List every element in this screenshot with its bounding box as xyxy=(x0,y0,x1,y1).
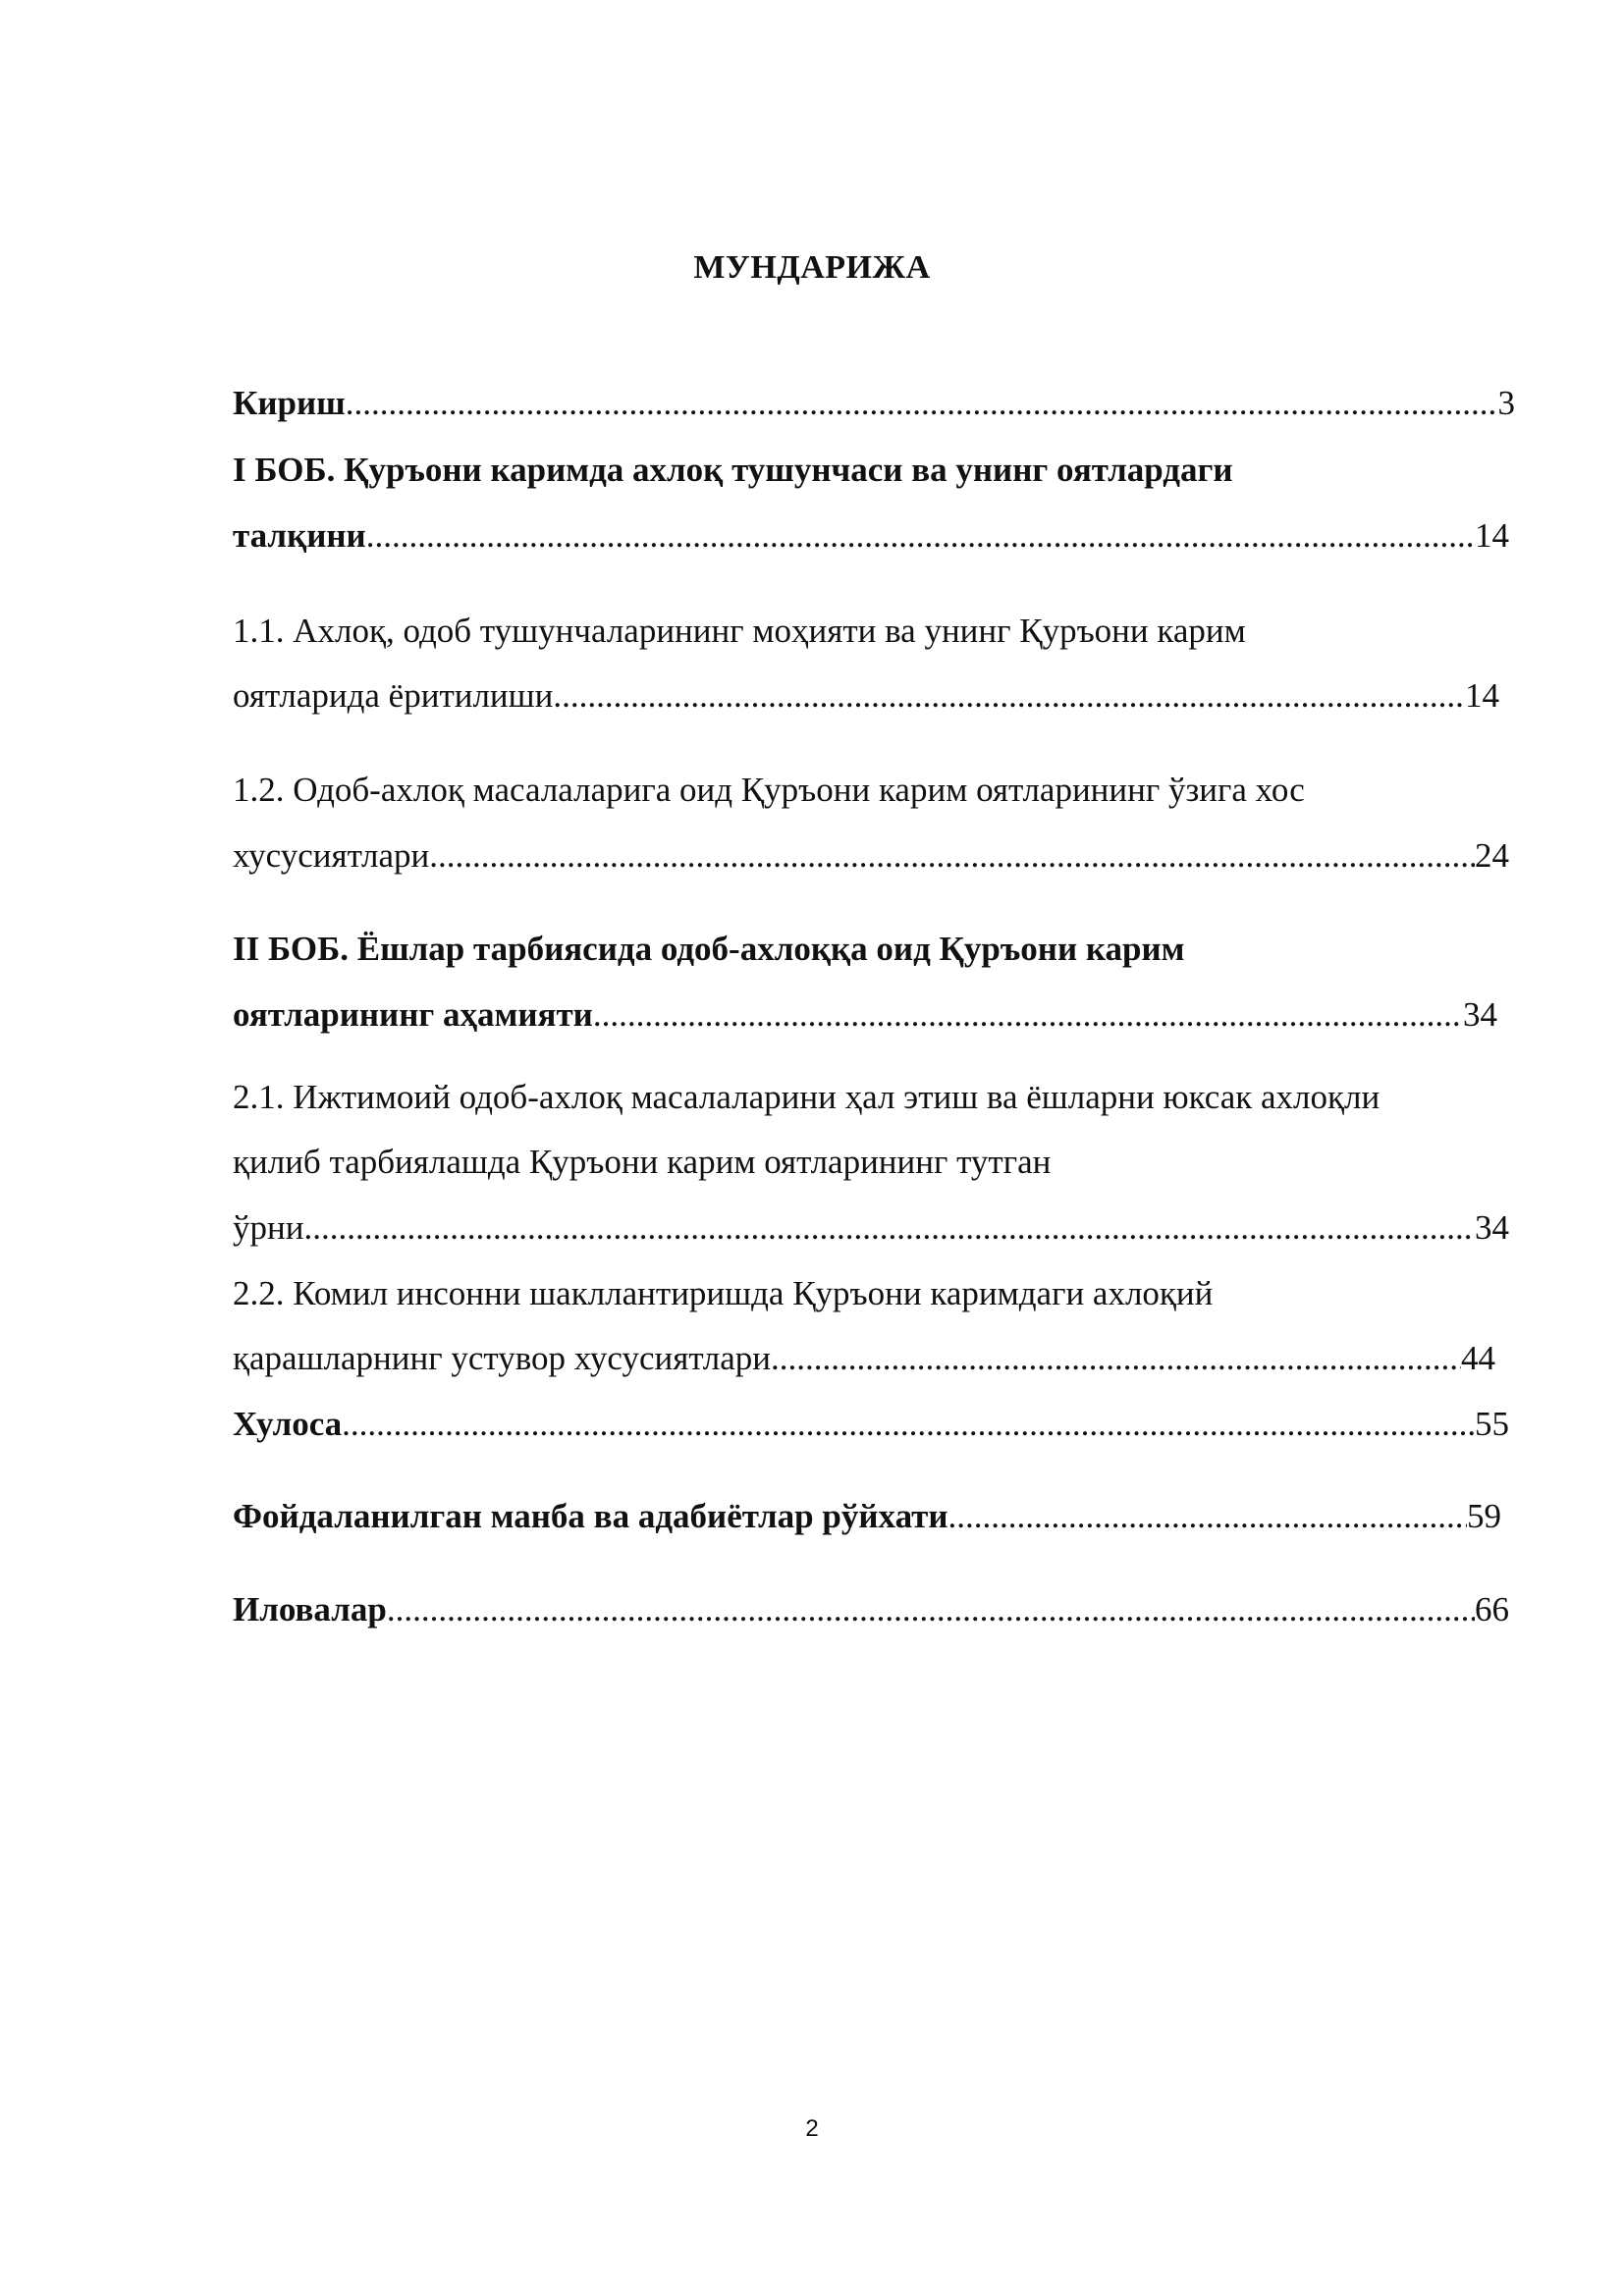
toc-chapter-1-title[interactable]: I БОБ. Қуръони каримда ахлоқ тушунчаси ва унинг оятлардаги xyxy=(233,451,1233,489)
leader-dots xyxy=(593,993,1463,1037)
toc-entry-label: ўрни xyxy=(233,1208,304,1247)
toc-section-2-2-title[interactable]: 2.2. Комил инсонни шакллантиришда Қуръони каримдаги ахлоқий xyxy=(233,1274,1214,1312)
toc-entry-page: 34 xyxy=(1463,995,1497,1034)
toc-entry-chapter-1[interactable] xyxy=(233,514,1509,558)
toc-entry-references[interactable] xyxy=(233,1495,1501,1538)
page-title: МУНДАРИЖА xyxy=(693,249,931,286)
toc-entry-page: 44 xyxy=(1461,1339,1495,1377)
toc-entry-page: 55 xyxy=(1475,1405,1509,1443)
toc-entry-label: Хулоса xyxy=(233,1405,343,1443)
toc-entry-chapter-2[interactable] xyxy=(233,993,1497,1037)
toc-entry-label: Иловалар xyxy=(233,1590,387,1629)
toc-entry-label: оятларининг аҳамияти xyxy=(233,995,593,1034)
leader-dots xyxy=(429,834,1475,878)
toc-chapter-2-title[interactable]: II БОБ. Ёшлар тарбиясида одоб-ахлоққа оид Қуръони карим xyxy=(233,930,1185,968)
toc-section-2-1-title-cont[interactable]: қилиб тарбиялашда Қуръони карим оятларининг тутган xyxy=(233,1143,1052,1181)
toc-entry-intro[interactable] xyxy=(233,382,1515,425)
page-number: 2 xyxy=(805,2115,819,2142)
toc-entry-page: 59 xyxy=(1467,1497,1501,1535)
leader-dots xyxy=(346,382,1498,425)
toc-entry-page: 14 xyxy=(1465,676,1499,715)
toc-entry-label: хусусиятлари xyxy=(233,836,430,875)
toc-entry-page: 24 xyxy=(1475,836,1509,875)
toc-entry-page: 3 xyxy=(1497,384,1515,422)
leader-dots xyxy=(366,514,1475,558)
leader-dots xyxy=(553,674,1465,718)
toc-entry-section-1-2[interactable] xyxy=(233,834,1509,878)
toc-entry-appendix[interactable] xyxy=(233,1588,1509,1631)
leader-dots xyxy=(387,1588,1475,1631)
toc-entry-label: оятларида ёритилиши xyxy=(233,676,554,715)
toc-entry-section-2-1[interactable] xyxy=(233,1206,1509,1250)
toc-entry-label: Кириш xyxy=(233,384,346,422)
toc-section-2-1-title[interactable]: 2.1. Ижтимоий одоб-ахлоқ масалаларини ҳал этиш ва ёшларни юксак ахлоқли xyxy=(233,1078,1380,1116)
toc-entry-page: 34 xyxy=(1475,1208,1509,1247)
leader-dots xyxy=(948,1495,1467,1538)
toc-entry-section-2-2[interactable] xyxy=(233,1337,1495,1380)
toc-entry-label: қарашларнинг устувор хусусиятлари xyxy=(233,1339,771,1377)
toc-section-1-2-title[interactable]: 1.2. Одоб-ахлоқ масалаларига оид Қуръони карим оятларининг ўзига хос xyxy=(233,771,1305,809)
leader-dots xyxy=(342,1403,1475,1446)
toc-entry-section-1-1[interactable] xyxy=(233,674,1499,718)
toc-entry-label: Фойдаланилган манба ва адабиётлар рўйхати xyxy=(233,1497,948,1535)
leader-dots xyxy=(303,1206,1475,1250)
toc-section-1-1-title[interactable]: 1.1. Ахлоқ, одоб тушунчаларининг моҳияти ва унинг Қуръони карим xyxy=(233,612,1246,650)
toc-entry-label: талқини xyxy=(233,516,366,555)
toc-entry-page: 66 xyxy=(1475,1590,1509,1629)
toc-entry-page: 14 xyxy=(1475,516,1509,555)
leader-dots xyxy=(771,1337,1461,1380)
toc-entry-conclusion[interactable] xyxy=(233,1403,1509,1446)
